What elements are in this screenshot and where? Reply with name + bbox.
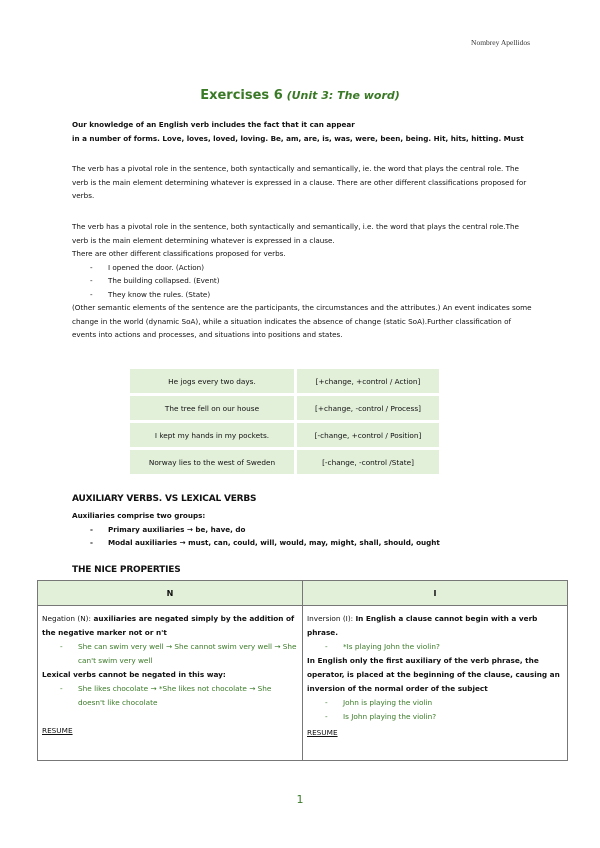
list-item: - She likes chocolate → *She likes not chocolate → She doesn't like chocolate [42, 682, 298, 710]
example-class: [-change, -control /State] [294, 450, 439, 474]
list-item: - John is playing the violin [307, 696, 563, 710]
column-header-n: N [38, 581, 303, 606]
intro-line-2: in a number of forms. Love, loves, loved, loving. Be, am, are, is, was, were, been, being. Hit, hits, hitting. Must [72, 133, 524, 143]
page-title [0, 88, 600, 103]
list-item: - She can swim very well → She cannot swim very well → She can't swim very well [42, 640, 298, 668]
example-sentence: He jogs every two days. [130, 369, 294, 393]
semantic-text-2: There are other different classifications proposed for verbs. [72, 249, 286, 258]
column-header-i: I [303, 581, 568, 606]
list-item: - The building collapsed. (Event) [72, 274, 534, 288]
inversion-text: In English a clause cannot begin with a verb phrase. [307, 614, 538, 637]
list-item: - They know the rules. (State) [72, 288, 534, 302]
semantic-examples-list [72, 261, 534, 302]
table-header-row [38, 581, 568, 606]
negation-cell [38, 606, 303, 761]
table-row [130, 423, 439, 447]
aux-section [72, 509, 532, 550]
lexical-examples [42, 682, 298, 710]
inversion-cell [303, 606, 568, 761]
aux-heading: AUXILIARY VERBS. VS LEXICAL VERBS [72, 494, 257, 504]
aux-list [72, 523, 532, 550]
intro-line-1: Our knowledge of an English verb includes the fact that it can appear [72, 120, 355, 129]
inversion-body: In English only the first auxiliary of the verb phrase, the operator, is placed at the beginning of the clause, causing an inversion of the normal order of the subject [307, 656, 560, 693]
table-row [130, 396, 439, 420]
negation-examples [42, 640, 298, 668]
negation-text: auxiliaries are negated simply by the addition of the negative marker not or n't [42, 614, 295, 637]
soa-examples-table [130, 366, 439, 477]
intro-paragraph [72, 118, 532, 145]
resume-link-i[interactable]: RESUME [307, 728, 338, 737]
list-item: - Is John playing the violin? [307, 710, 563, 724]
verb-role-paragraph [72, 162, 534, 203]
nice-heading: THE NICE PROPERTIES [72, 565, 181, 575]
example-class: [+change, +control / Action] [294, 369, 439, 393]
example-sentence: I kept my hands in my pockets. [130, 423, 294, 447]
title-subtitle: (Unit 3: The word) [282, 89, 400, 102]
example-sentence: Norway lies to the west of Sweden [130, 450, 294, 474]
table-row [38, 606, 568, 761]
title-main: Exercises 6 [200, 88, 283, 103]
inversion-examples-2 [307, 696, 563, 724]
aux-intro: Auxiliaries comprise two groups: [72, 511, 206, 520]
semantic-text: The verb has a pivotal role in the sentence, both syntactically and semantically, i.e. the word that plays the central role.The verb is the main element determining whatever is expressed in a clause. [72, 222, 519, 245]
table-row [130, 450, 439, 474]
list-item: - Primary auxiliaries → be, have, do [72, 523, 532, 537]
example-sentence: The tree fell on our house [130, 396, 294, 420]
resume-link-n[interactable]: RESUME [42, 726, 73, 735]
header-author-name: Nombrey Apellidos [471, 38, 530, 47]
table-row [130, 369, 439, 393]
negation-label: Negation (N): [42, 614, 91, 623]
semantic-after-text: (Other semantic elements of the sentence are the participants, the circumstances and the attributes.) An event indicates some change in the world (dynamic SoA), while a situation indicates the absence of change (static SoA).Further classification of events into actions and processes, and situations into positions and states. [72, 303, 532, 339]
example-class: [+change, -control / Process] [294, 396, 439, 420]
page-number: 1 [296, 793, 304, 806]
verb-role-text: The verb has a pivotal role in the sentence, both syntactically and semantically, ie. the word that plays the central role. The verb is the main element determining whatever is expressed in a clause. There are other different classifications proposed for verbs. [72, 164, 527, 200]
inversion-examples [307, 640, 563, 654]
inversion-label: Inversion (I): [307, 614, 356, 623]
list-item: - I opened the door. (Action) [72, 261, 534, 275]
semantic-paragraph [72, 220, 534, 342]
list-item: - Modal auxiliaries → must, can, could, will, would, may, might, shall, should, ought [72, 536, 532, 550]
nice-properties-table [37, 580, 568, 761]
list-item: - *Is playing John the violin? [307, 640, 563, 654]
lexical-note: Lexical verbs cannot be negated in this way: [42, 670, 226, 679]
example-class: [-change, +control / Position] [294, 423, 439, 447]
